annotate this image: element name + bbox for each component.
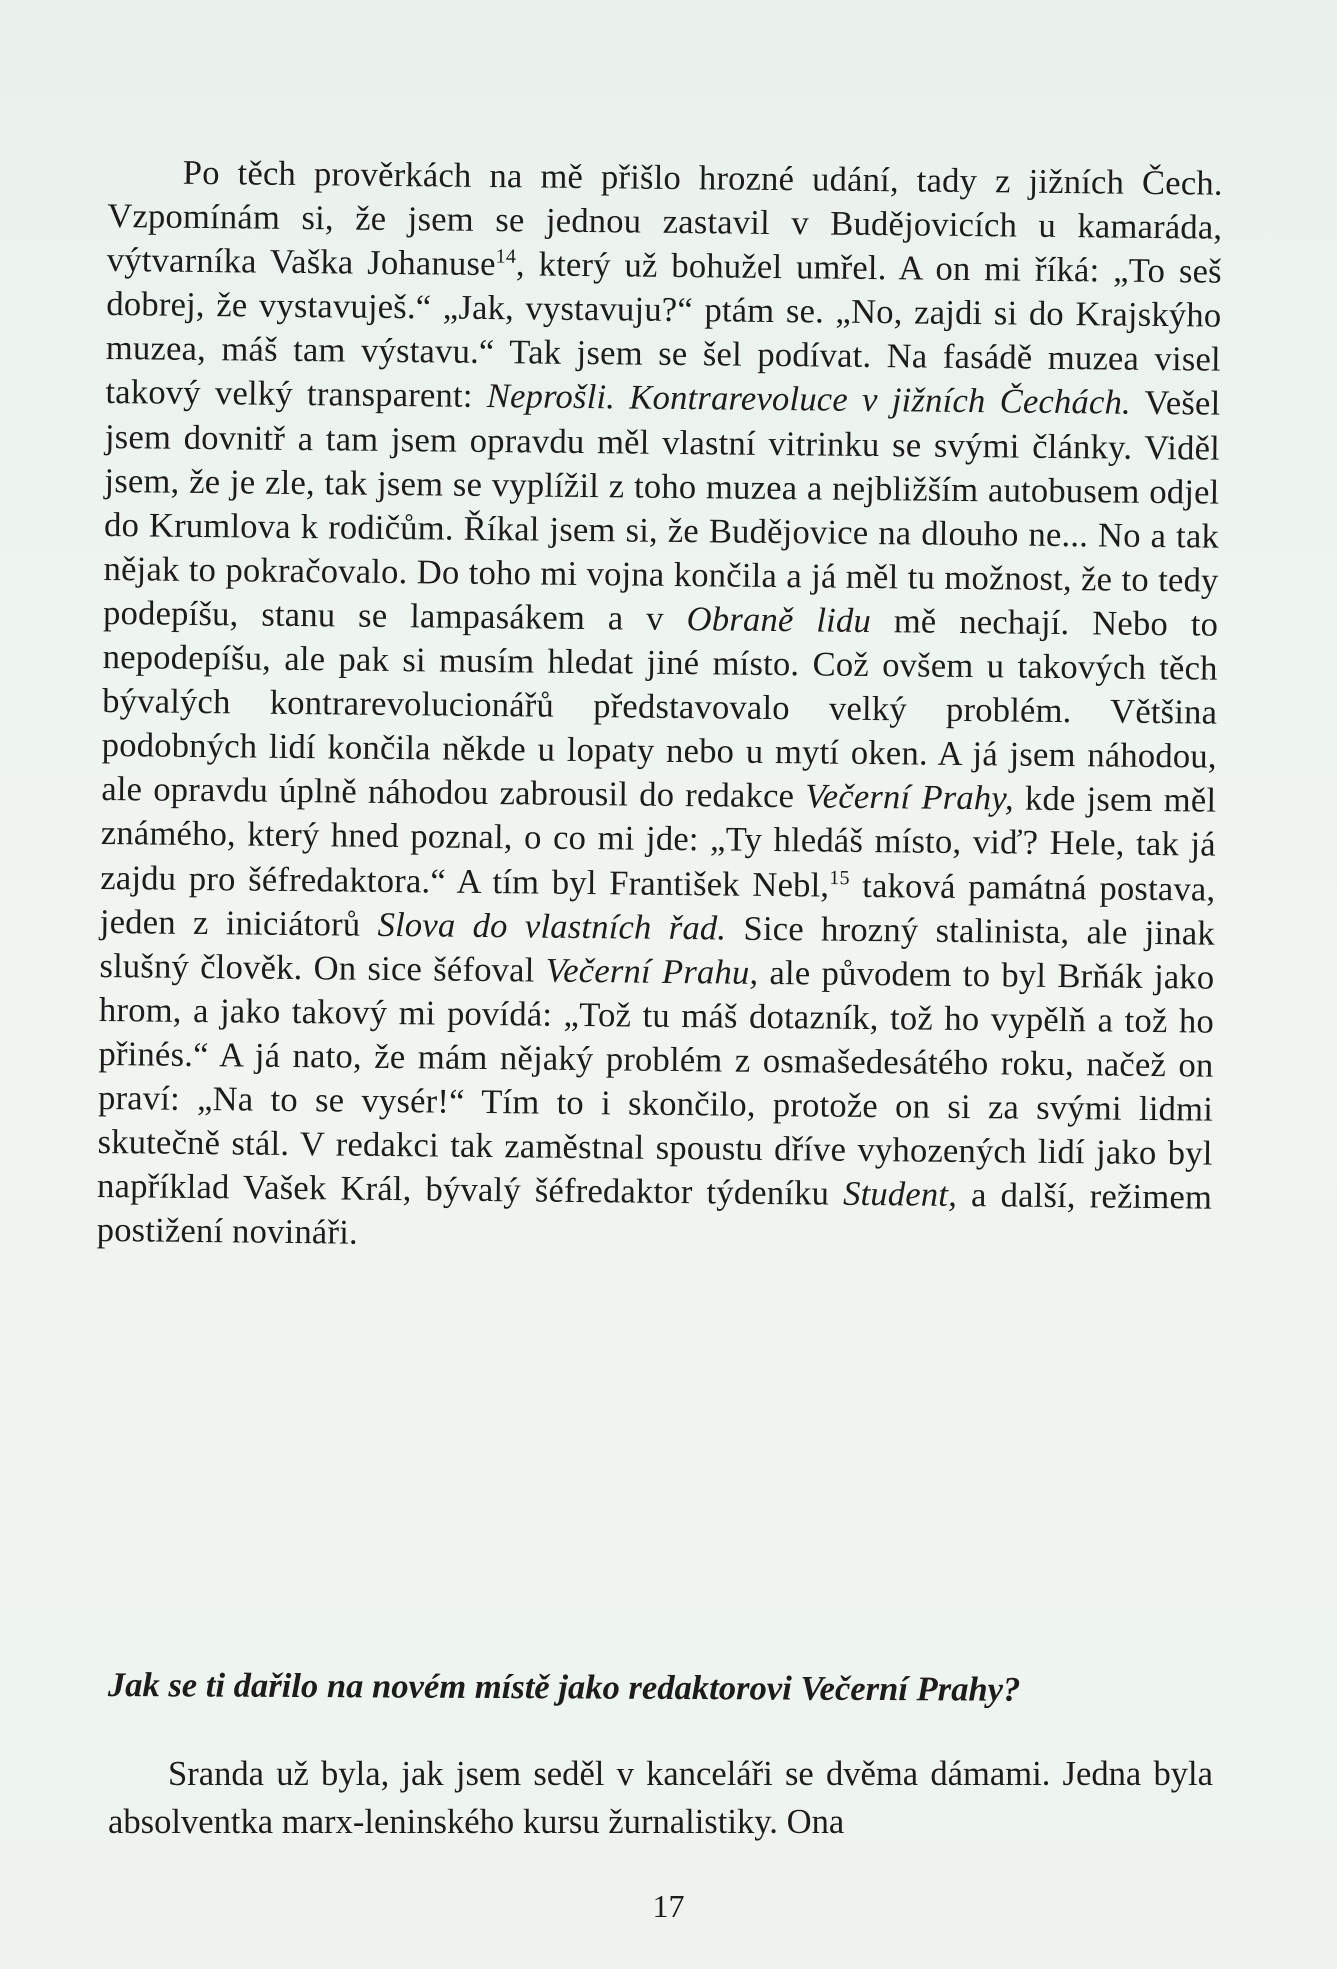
answer-paragraph (108, 1750, 1213, 1846)
text-run: taková památná postava, jeden z iniciátorů (99, 866, 1216, 944)
italic-title: Obraně lidu (686, 600, 872, 640)
page-number: 17 (652, 1888, 685, 1924)
answer-text: Sranda už byla, jak jsem seděl v kanceláři se dvěma dámami. Jedna byla absolventka marx-leninského kursu žurnalistiky. Ona (108, 1755, 1213, 1841)
italic-title: Student, (842, 1174, 958, 1215)
text-run: a další, režimem postižení novináři. (96, 1176, 1213, 1252)
interview-question: Jak se ti dařilo na novém místě jako redaktorovi Večerní Prahy? (107, 1666, 1021, 1709)
main-paragraph (96, 150, 1222, 1264)
footnote-ref-14: 14 (495, 245, 517, 268)
paragraph-1 (96, 150, 1222, 1264)
text-run: Po těch prověrkách na mě přišlo hrozné udání, tady z jižních Čech. Vzpomínám si, že jsem se jednou zastavil v Budějovicích u kamaráda, výtvarníka Vaška Johanuse (106, 153, 1223, 284)
text-run: mě nechají. Nebo to nepodepíšu, ale pak si musím hledat jiné místo. Což ovšem u takových těch bývalých kontrarevolucionářů představovalo velký problém. Většina podobných lidí končila někde u lopaty nebo u mytí oken. A já jsem náhodou, ale opravdu úplně náhodou zabrousil do redakce (101, 601, 1219, 816)
italic-title: Slova do vlastních řad. (377, 905, 727, 948)
italic-title: Večerní Prahu, (545, 951, 759, 992)
italic-title: Neprošli. Kontrarevoluce v jižních Čechách. (486, 377, 1132, 423)
text-run: Vešel jsem dovnitř a tam jsem opravdu měl vlastní vitrinku se svými články. Viděl jsem, že je zle, tak jsem se vyplížil z toho muzea a nejbližším autobusem odjel do Krumlova k rodičům. Říkal jsem si, že Budějovice na dlouho ne... No a tak nějak to pokračovalo. Do toho mi vojna končila a já měl tu možnost, že to tedy podepíšu, stanu se lampasákem a v (102, 384, 1221, 639)
text-run: Sice hrozný stalinista, ale jinak slušný člověk. On sice šéfoval (99, 909, 1216, 990)
text-run: , který už bohužel umřel. A on mi říká: „To seš dobrej, že vystavuješ.“ „Jak, vystavuju?“ ptám se. „No, zajdi si do Krajskýho muzea, máš tam výstavu.“ Tak jsem se šel podívat. Na fasádě muzea visel takový velký transparent: (105, 245, 1222, 416)
text-run: ale původem to byl Brňák jako hrom, a jako takový mi povídá: „Tož tu máš dotazník, tož ho vypělň a tož ho přinés.“ A já nato, že mám nějaký problém z osmašedesátého roku, načež on praví: „Na to se vysér!“ Tím to i skončilo, protože on si za svými lidmi skutečně stál. V redakci tak zaměstnal spoustu dříve vyhozených lidí jako byl například Vašek Král, bývalý šéfredaktor týdeníku (96, 953, 1215, 1213)
text-run: kde jsem měl známého, který hned poznal, o co mi jde: „Ty hledáš místo, viď? Hele, tak já zajdu pro šéfredaktora.“ A tím byl František Nebl, (100, 779, 1217, 905)
italic-title: Večerní Prahy, (805, 777, 1015, 818)
footnote-ref-15: 15 (829, 866, 850, 889)
